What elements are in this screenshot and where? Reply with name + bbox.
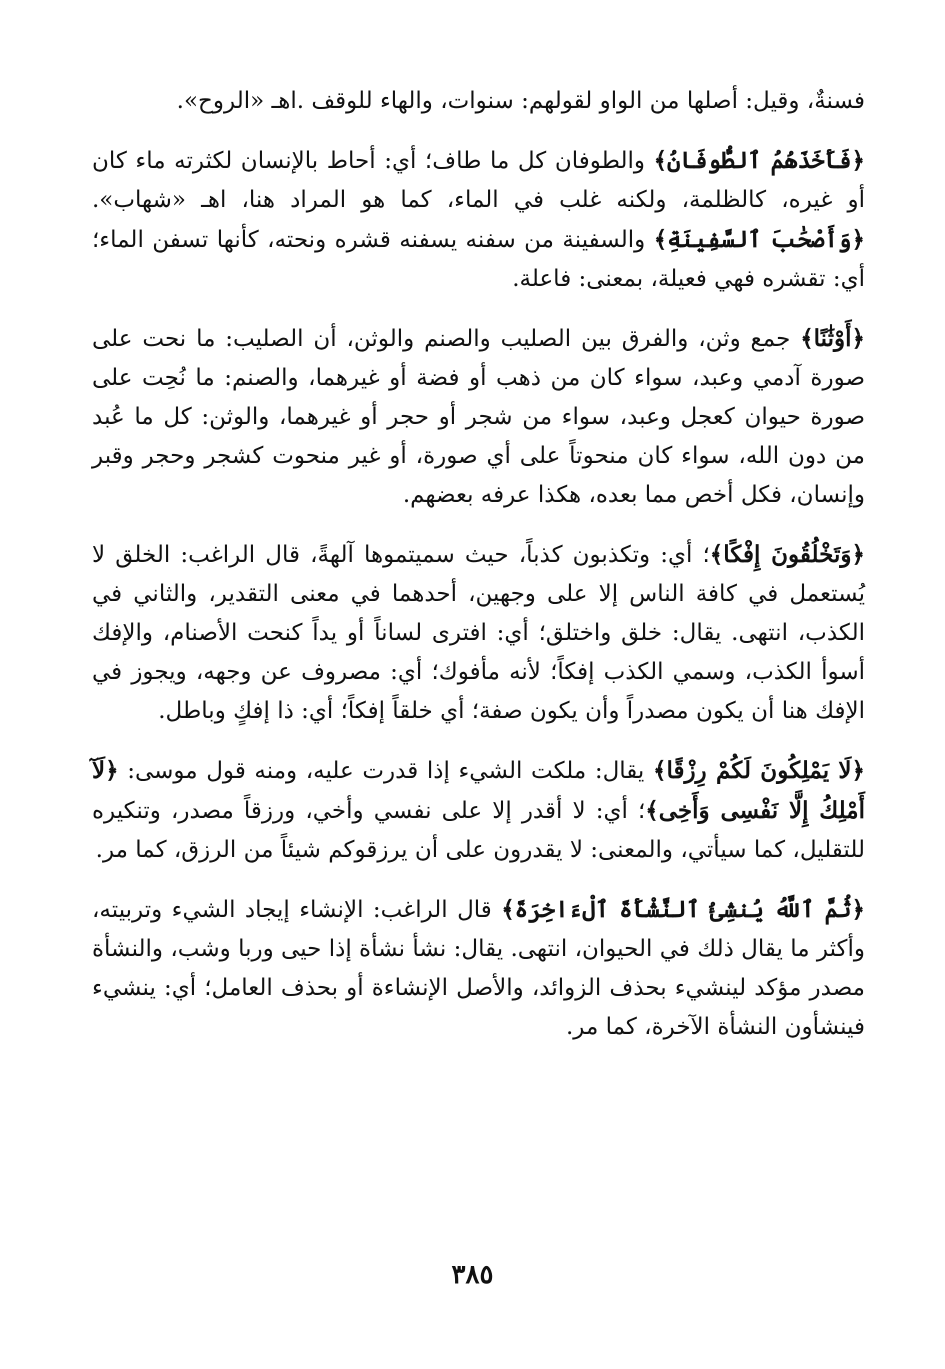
quran-quote: ﴿وَأَصْحَٰبَ ٱلسَّفِينَةِ﴾ <box>653 226 865 253</box>
text-run: والسفينة من سفنه يسفنه قشره ونحته، كأنها تسفن الماء؛ أي: تقشره فهي فعيلة، بمعنى: فاعلة. <box>92 227 865 292</box>
paragraph <box>92 890 865 1047</box>
text-run: ؛ أي: لا أقدر إلا على نفسي وأخي، ورزقاً مصدر، وتنكيره للتقليل، كما سيأتي، والمعنى: لا يقدرون على أن يرزقوكم شيئاً من الرزق، كما مر. <box>92 798 865 863</box>
page-number: ٣٨٥ <box>451 1260 494 1290</box>
quran-quote: ﴿وَتَخْلُقُونَ إِفْكًا﴾ <box>709 541 865 568</box>
text-run: ؛ أي: وتكذبون كذباً، حيث سميتموها آلهةً، قال الراغب: الخلق لا يُستعمل في كافة الناس إلا على وجهين، أحدهما في معنى التقدير، والثاني في الكذب، انتهى. يقال: خلق واختلق؛ أي: افترى لساناً أو يداً كنحت الأصنام، والإفك أسوأ الكذب، وسمي الكذب إفكاً؛ لأنه مأفوك؛ أي: مصروف عن وجهه، ويجوز في الإفك هنا أن يكون مصدراً وأن يكون صفة؛ أي خلقاً إفكاً؛ أي: ذا إفكٍ وباطل. <box>92 542 865 724</box>
text-run: والطوفان كل ما طاف؛ أي: أحاط بالإنسان لكثرته ماء كان أو غيره، كالظلمة، ولكنه غلب في الماء، كما هو المراد هنا، اهـ «شهاب». <box>92 148 865 213</box>
text-run: يقال: ملكت الشيء إذا قدرت عليه، ومنه قول موسى: <box>118 758 653 784</box>
text-run: فسنةٌ، وقيل: أصلها من الواو لقولهم: سنوات، والهاء للوقف .اهـ «الروح». <box>176 88 865 114</box>
paragraph <box>92 82 865 121</box>
text-run: قال الراغب: الإنشاء إيجاد الشيء وتربيته، وأكثر ما يقال ذلك في الحيوان، انتهى. يقال: نشأ نشأة إذا حيى وربا وشب، والنشأة مصدر مؤكد لينشيء بحذف الزوائد، والأصل الإنشاءة أو بحذف العامل؛ أي: ينشيء فينشأون النشأة الآخرة، كما مر. <box>92 897 865 1040</box>
body-text <box>92 82 865 1047</box>
paragraph <box>92 535 865 731</box>
quran-quote: ﴿ثُمَّ ٱللَّهُ يُنشِئُ ٱلنَّشْأَةَ ٱلْءَاخِرَةَ﴾ <box>501 896 866 923</box>
paragraph <box>92 751 865 870</box>
quran-quote: ﴿لَا يَمْلِكُونَ لَكُمْ رِزْقًا﴾ <box>652 757 866 784</box>
quran-quote: ﴿لَآ أَمْلِكُ إِلَّا نَفْسِى وَأَخِى﴾ <box>92 757 865 824</box>
quran-quote: ﴿فَأَخَذَهُمُ ٱلطُّوفَانُ﴾ <box>653 147 866 174</box>
paragraph <box>92 141 865 299</box>
quran-quote: ﴿أَوْثَٰنًا﴾ <box>800 325 865 352</box>
paragraph <box>92 319 865 515</box>
text-run: جمع وثن، والفرق بين الصليب والصنم والوثن، أن الصليب: ما نحت على صورة آدمي وعبد، سواء كان من ذهب أو فضة أو غيرهما، والصنم: ما نُحِت على صورة حيوان كعجل وعبد، سواء من شجر أو حجر أو غيرهما، والوثن: كل ما عُبد من دون الله، سواء كان منحوتاً على أي صورة، أو غير منحوت كشجر وحجر وقبر وإنسان، فكل أخص مما بعده، هكذا عرفه بعضهم. <box>92 326 865 508</box>
